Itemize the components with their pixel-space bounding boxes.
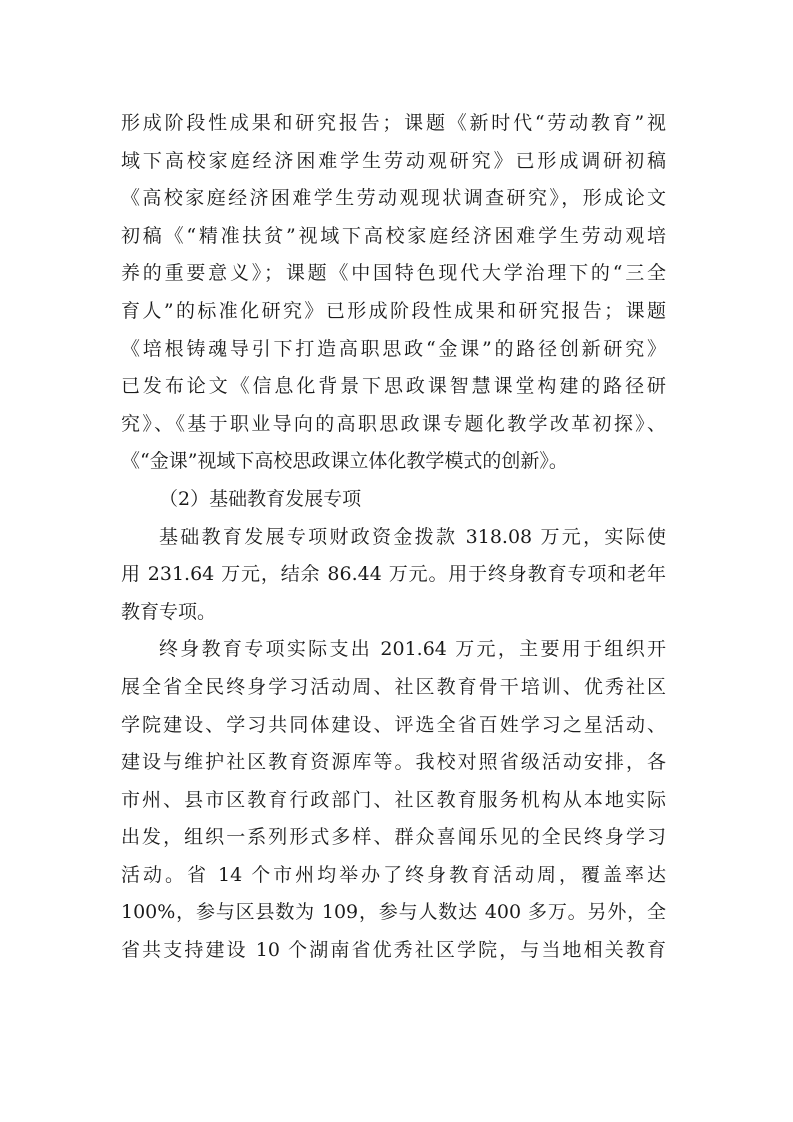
text-line: 终身教育专项实际支出 201.64 万元，主要用于组织开 — [159, 638, 666, 661]
text-line: 教育专项。 — [121, 600, 217, 623]
text-line: 《“金课”视域下高校思政课立体化教学模式的创新》。 — [121, 450, 568, 473]
text-line: 省共支持建设 10 个湖南省优秀社区学院，与当地相关教育 — [121, 939, 666, 962]
text-line: 域下高校家庭经济困难学生劳动观研究》已形成调研初稿 — [121, 149, 666, 172]
text-line: 初稿《“精准扶贫”视域下高校家庭经济困难学生劳动观培 — [121, 224, 666, 247]
text-line: 建设与维护社区教育资源库等。我校对照省级活动安排，各 — [121, 751, 666, 774]
text-line: 形成阶段性成果和研究报告；课题《新时代“劳动教育”视 — [121, 112, 666, 134]
text-line: 市州、县市区教育行政部门、社区教育服务机构从本地实际 — [121, 788, 666, 811]
text-line: 究》、《基于职业导向的高职思政课专题化教学改革初探》、 — [121, 412, 666, 435]
text-line: 100%，参与区县数为 109，参与人数达 400 多万。另外，全 — [121, 901, 666, 924]
text-line: 已发布论文《信息化背景下思政课智慧课堂构建的路径研 — [121, 375, 666, 398]
text-line: 出发，组织一系列形式多样、群众喜闻乐见的全民终身学习 — [121, 826, 666, 849]
text-line: 育人”的标准化研究》已形成阶段性成果和研究报告；课题 — [121, 299, 666, 322]
text-line: 《培根铸魂导引下打造高职思政“金课”的路径创新研究》 — [121, 337, 666, 360]
text-line: 用 231.64 万元，结余 86.44 万元。用于终身教育专项和老年 — [121, 563, 666, 586]
section-heading: （2）基础教育发展专项 — [159, 487, 362, 510]
body-text — [121, 105, 666, 970]
text-line: 展全省全民终身学习活动周、社区教育骨干培训、优秀社区 — [121, 675, 666, 698]
text-line: 《高校家庭经济困难学生劳动观现状调查研究》，形成论文 — [121, 187, 666, 210]
text-line: 学院建设、学习共同体建设、评选全省百姓学习之星活动、 — [121, 713, 666, 736]
text-line: 养的重要意义》；课题《中国特色现代大学治理下的“三全 — [121, 262, 666, 285]
text-line: 活动。省 14 个市州均举办了终身教育活动周，覆盖率达 — [121, 863, 666, 886]
text-line: 基础教育发展专项财政资金拨款 318.08 万元，实际使 — [159, 525, 666, 548]
